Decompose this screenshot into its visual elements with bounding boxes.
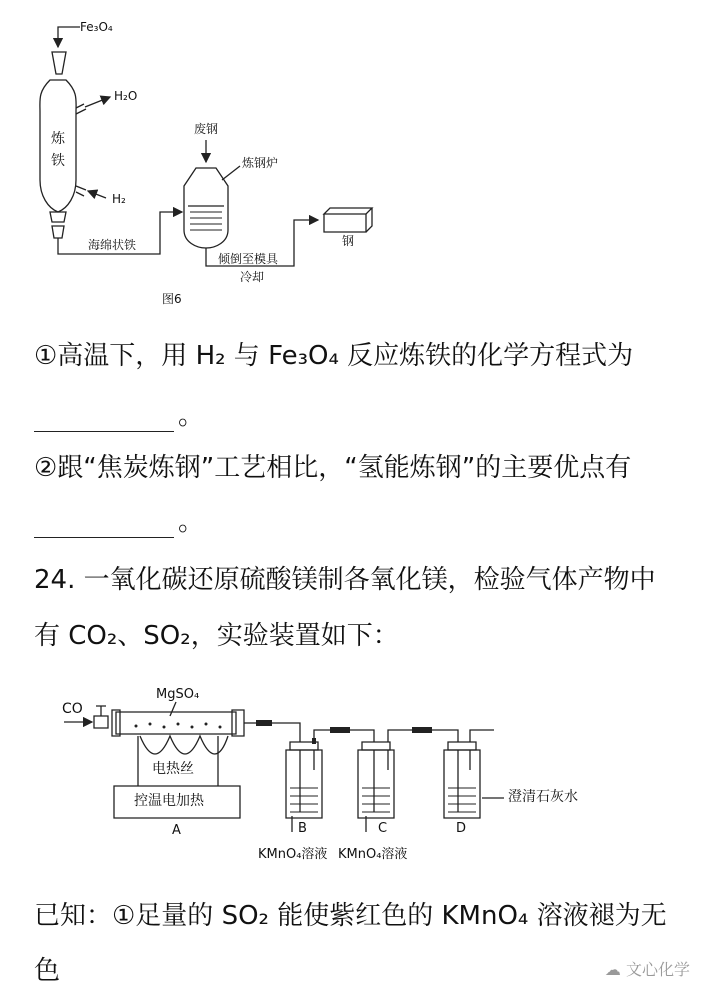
h2-label: H₂ bbox=[112, 192, 126, 206]
sponge-iron-label: 海绵状铁 bbox=[88, 238, 137, 252]
apparatus-label-c: C bbox=[378, 821, 388, 836]
apparatus-label-a: A bbox=[172, 823, 181, 838]
question-24-line-1: 24. 一氧化碳还原硫酸镁制各氧化镁，检验气体产物中 bbox=[34, 565, 656, 595]
kmno4-solution-b-label: KMnO₄溶液 bbox=[258, 847, 328, 862]
blank-end: 。 bbox=[178, 401, 205, 431]
question-24-line-2: 有 CO₂、SO₂，实验装置如下： bbox=[34, 621, 399, 651]
watermark-icon: ☁ bbox=[604, 960, 621, 979]
heating-wire-label: 电热丝 bbox=[152, 761, 194, 777]
steel-label: 钢 bbox=[342, 234, 355, 248]
fe3o4-label: Fe₃O₄ bbox=[80, 20, 113, 34]
question-2: ②跟“焦炭炼钢”工艺相比，“氢能炼钢”的主要优点有 bbox=[34, 453, 632, 483]
limewater-label: 澄清石灰水 bbox=[508, 789, 578, 805]
pour-label: 倾倒至模具 bbox=[218, 252, 279, 266]
figure-caption: 图6 bbox=[162, 292, 182, 306]
blank-end: 。 bbox=[178, 507, 205, 537]
known-line-1: 已知：①足量的 SO₂ 能使紫红色的 KMnO₄ 溶液褪为无 bbox=[34, 901, 667, 931]
heater-label: 控温电加热 bbox=[134, 793, 204, 809]
steel-furnace-label: 炼钢炉 bbox=[242, 156, 279, 170]
scrap-steel-label: 废钢 bbox=[194, 122, 219, 136]
watermark-text: 文心化学 bbox=[625, 960, 690, 979]
apparatus-label-d: D bbox=[456, 821, 467, 836]
h2o-label: H₂O bbox=[114, 89, 138, 103]
known-line-2: 色 bbox=[34, 956, 61, 986]
cool-label: 冷却 bbox=[240, 270, 265, 284]
apparatus-label-b: B bbox=[298, 821, 307, 836]
furnace-label: 炼 铁 bbox=[51, 131, 65, 169]
kmno4-solution-c-label: KMnO₄溶液 bbox=[338, 847, 408, 862]
co-label: CO bbox=[62, 701, 83, 717]
mgso4-label: MgSO₄ bbox=[156, 687, 200, 702]
question-1: ①高温下，用 H₂ 与 Fe₃O₄ 反应炼铁的化学方程式为 bbox=[34, 341, 634, 371]
watermark bbox=[605, 957, 690, 980]
